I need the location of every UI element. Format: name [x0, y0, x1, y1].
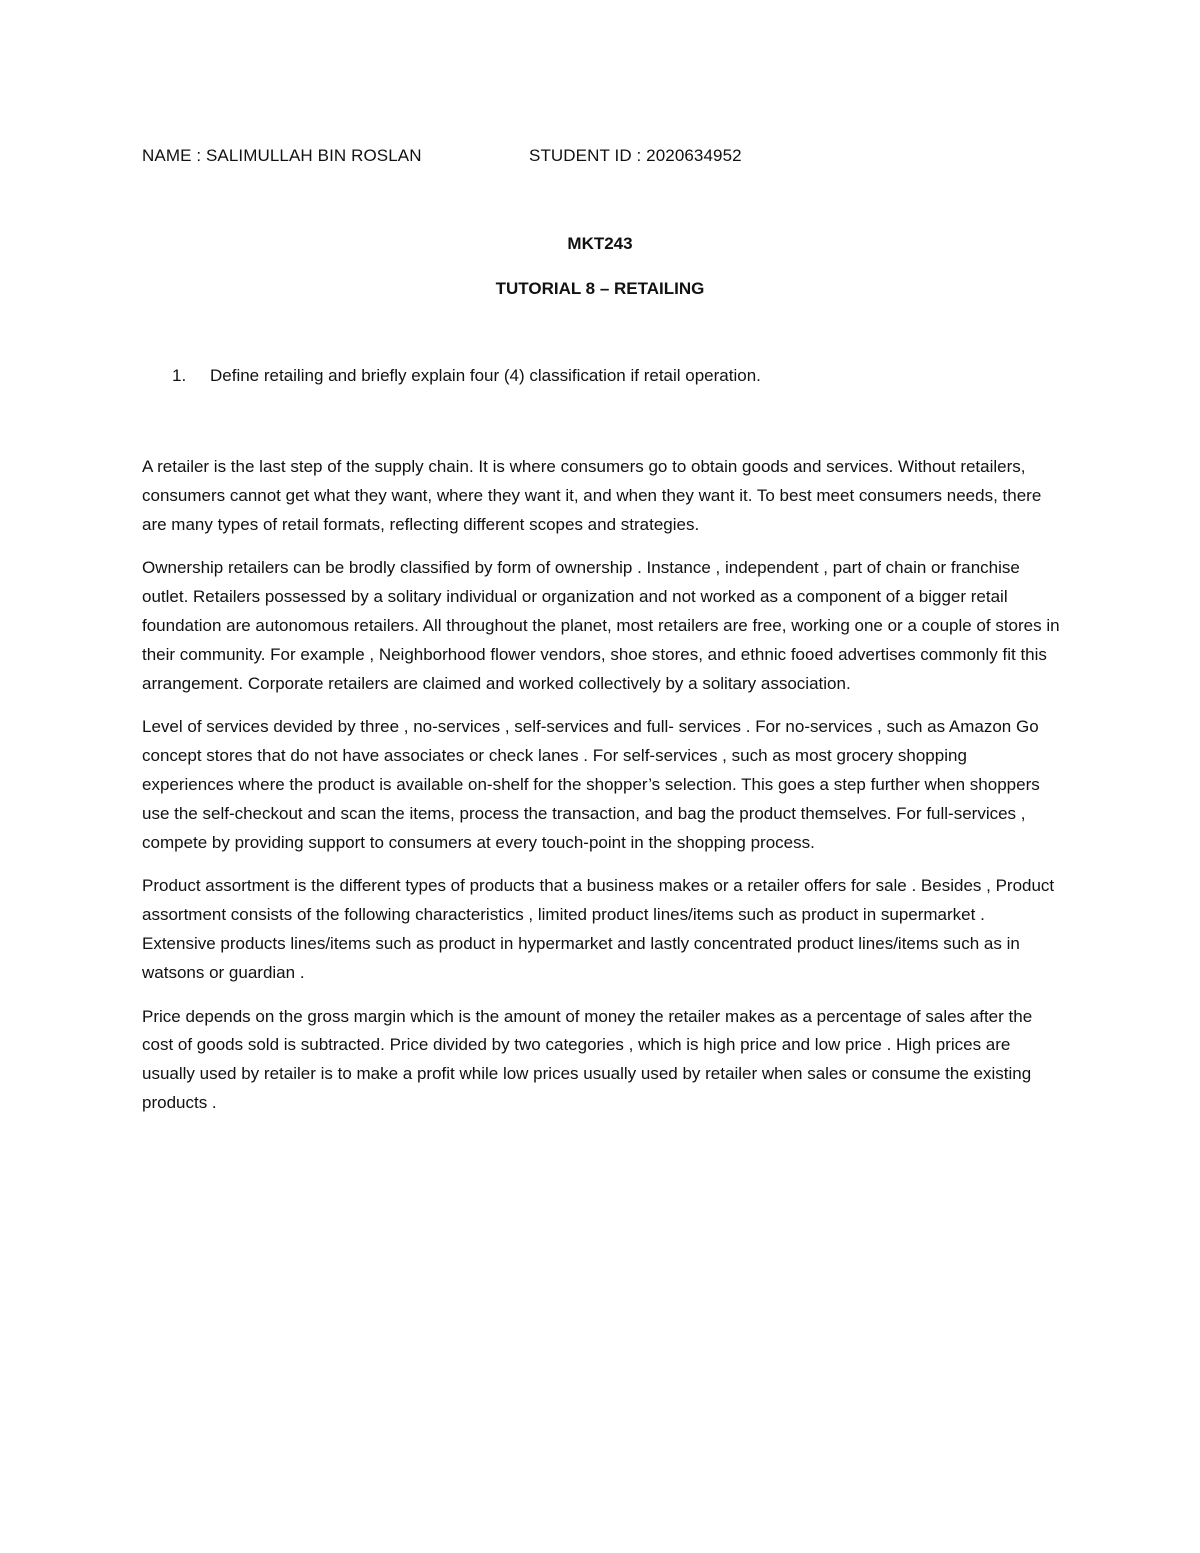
- course-code: MKT243: [567, 234, 633, 253]
- paragraph-product-assortment: Product assortment is the different types of products that a business makes or a retailer offers for sale . Besides , Product assortment consists of the following characteristics , limited product lines/items such as product in supermarket . Extensive products lines/items such as product in hypermarket and lastly concentrated product lines/items such as in watsons or guardian .: [142, 876, 1055, 982]
- tutorial-title: TUTORIAL 8 – RETAILING: [495, 279, 705, 298]
- question-number: 1.: [172, 366, 187, 385]
- question-text: Define retailing and briefly explain four (4) classification if retail operation.: [210, 366, 761, 385]
- question-item: [172, 366, 761, 386]
- answer-body: [142, 453, 1060, 1133]
- student-header: [142, 146, 742, 166]
- paragraph-ownership: Ownership retailers can be brodly classified by form of ownership . Instance , independent , part of chain or franchise outlet. Retailers possessed by a solitary individual or organization and not worked as a component of a bigger retail foundation are autonomous retailers. All throughout the planet, most retailers are free, working one or a couple of stores in their community. For example , Neighborhood flower vendors, shoe stores, and ethnic fooed advertises commonly fit this arrangement. Corporate retailers are claimed and worked collectively by a solitary association.: [142, 558, 1060, 693]
- student-name: NAME : SALIMULLAH BIN ROSLAN: [142, 146, 422, 165]
- student-id: STUDENT ID : 2020634952: [529, 146, 742, 165]
- paragraph-price: Price depends on the gross margin which is the amount of money the retailer makes as a percentage of sales after the cost of goods sold is subtracted. Price divided by two categories , which is high price and low price . High prices are usually used by retailer is to make a profit while low prices usually used by retailer when sales or consume the existing products .: [142, 1006, 1033, 1112]
- paragraph-level-of-services: Level of services devided by three , no-services , self-services and full- services . For no-services , such as Amazon Go concept stores that do not have associates or check lanes . For self-services , such as most grocery shopping experiences where the product is available on-shelf for the shopper’s selection. This goes a step further when shoppers use the self-checkout and scan the items, process the transaction, and bag the product themselves. For full-services , compete by providing support to consumers at every touch-point in the shopping process.: [142, 717, 1040, 852]
- paragraph-retailer-definition: A retailer is the last step of the supply chain. It is where consumers go to obtain goods and services. Without retailers, consumers cannot get what they want, where they want it, and when they want it. To best meet consumers needs, there are many types of retail formats, reflecting different scopes and strategies.: [142, 457, 1042, 534]
